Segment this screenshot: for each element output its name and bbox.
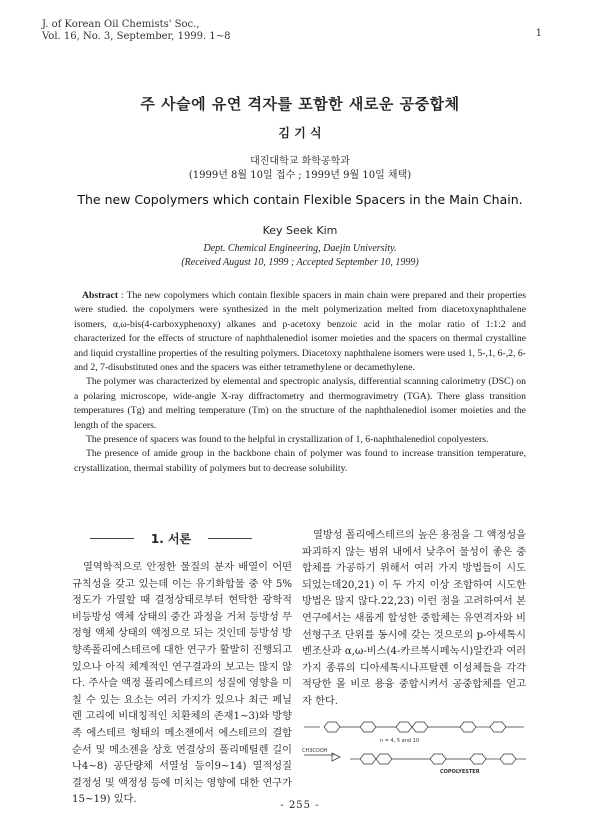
journal-name: J. of Korean Oil Chemists' Soc., — [42, 19, 200, 30]
scheme-copolyester-label: COPOLYESTER — [440, 769, 480, 775]
abstract-label: Abstract — [82, 290, 119, 301]
section-heading: 1. 서론 — [82, 530, 260, 547]
abstract-paragraph-2: The polymer was characterized by elemental and spectropic analysis, differential scanning calorimetry (DSC) on a polaring microscope, wide-angle X-ray diffractometry and thermogravimetry (TGA). There glass transition temperatures (Tg) and melting temperature (Tm) on the structure of the naphthalenediol isomer moieties and the length of the spacers. — [74, 376, 526, 431]
korean-title: 주 사슬에 유연 격자를 포함한 새로운 공중합체 — [140, 95, 460, 113]
english-affiliation-block — [0, 242, 600, 270]
abstract-paragraph-3: The presence of spacers was found to the helpful in crystallization of 1, 6-naphthalenediol copolyesters. — [86, 434, 489, 446]
english-author: Key Seek Kim — [262, 224, 338, 237]
abstract-text-1: : The new copolymers which contain flexible spacers in main chain were prepared and their properties were studied. the copolymers were synthesized in the melt polymerization melted from diacetoxynaphthalene isomers, α,ω-bis(4-carboxyphenoxy) alkanes and p-acetoxy benzoic acid in the molar ratio of 1:1:2 and characterized for the effects of structure of naphthalenediol isomer moieties and the spacers on thermal crystalline and liquid crystalline properties of the resulting polymers. Diacetoxy naphthalene isomers were used 1, 5-,1, 6-,2, 6-and 2, 7-disubstituted ones and the spacers was either tetramethylene or decamethylene. — [74, 290, 526, 374]
english-title: The new Copolymers which contain Flexible Spacers in the Main Chain. — [77, 192, 523, 207]
abstract-paragraph-4: The presence of amide group in the backbone chain of polymer was found to increase transition temperature, crystallization, thermal stability of polymers but to decrease solubility. — [74, 448, 526, 474]
korean-dates: (1999년 8월 10일 접수 ; 1999년 9월 10일 채택) — [188, 170, 412, 181]
intro-paragraph-right: 열방성 폴리에스테르의 높은 용점을 그 액정성을 파괴하지 않는 범위 내에서 낮추어 물성이 좋은 중합체를 가공하기 위해서 여러 가지 방법들이 시도되었는데20,21) 이 두 가지 이상 조합하여 시도한 방법은 많지 않다.22,23) 이런 점을 고려하여서 본 연구에서는 새롭게 합성한 중합체는 유연격자와 비선형구조 단위를 동시에 갖는 것으로의 p-아세톡시벤조산과 α,ω-비스(4-카르복시페녹시)알칸과 여러 가지 종류의 디아세톡시나프탈렌 이성체들을 각각 적당한 몰 비로 용융 중합시켜서 공중합체를 얻고자 한다. — [302, 530, 527, 707]
english-affiliation: Dept. Chemical Engineering, Daejin University. — [203, 243, 397, 254]
body-column-right — [302, 528, 526, 711]
korean-author: 김 기 식 — [278, 126, 322, 140]
page-number: 1 — [535, 28, 542, 39]
reaction-scheme-drawing — [300, 715, 528, 775]
scheme-n-label: n = 4, 5 and 10 — [380, 738, 420, 744]
intro-paragraph-left: 열역학적으로 안정한 물질의 분자 배열이 어떤 규칙성을 갖고 있는데 이는 유기화합물 중 약 5% 정도가 가열할 때 결정상태로부터 현탁한 광학적 비등방성 액체 상태의 중간 과정을 거쳐 등방성 무정형 액체 상태의 액정으로 되는 것인데 등방성 방향족폴리에스테르에 대한 연구가 활발히 진행되고 있으나 아직 체계적인 연구결과의 보고는 많지 않다. 주사슬 액정 폴리에스테르의 성질에 영향을 미칠 수 있는 요소는 여러 가지가 있으나 최근 페닐렌 고리에 비대칭적인 치환체의 존재1~3)와 방향족 에스테르 형태의 메소젠에서 에스테르의 결합순서 및 메소젠을 상호 연결상의 폴리메틸렌 길이나4~8) 공단량체 서열성 등이9~14) 열적성질 결정성 및 액정성 등에 미치는 영향에 대한 연구가15~19) 있다. — [72, 562, 292, 806]
abstract-paragraph-1 — [74, 289, 526, 375]
journal-volume: Vol. 16, No. 3, September, 1999. 1~8 — [42, 31, 231, 42]
english-dates: (Received August 10, 1999 ; Accepted September 10, 1999) — [181, 257, 419, 268]
korean-affiliation-block — [0, 155, 600, 183]
reaction-scheme — [300, 715, 528, 775]
journal-citation — [42, 19, 231, 43]
body-column-left — [72, 560, 292, 809]
korean-affiliation: 대진대학교 화학공학과 — [250, 156, 350, 167]
abstract — [74, 289, 526, 476]
footer-page-number: - 255 - — [280, 800, 320, 811]
scheme-acid-label: CH3COOH — [302, 748, 328, 754]
